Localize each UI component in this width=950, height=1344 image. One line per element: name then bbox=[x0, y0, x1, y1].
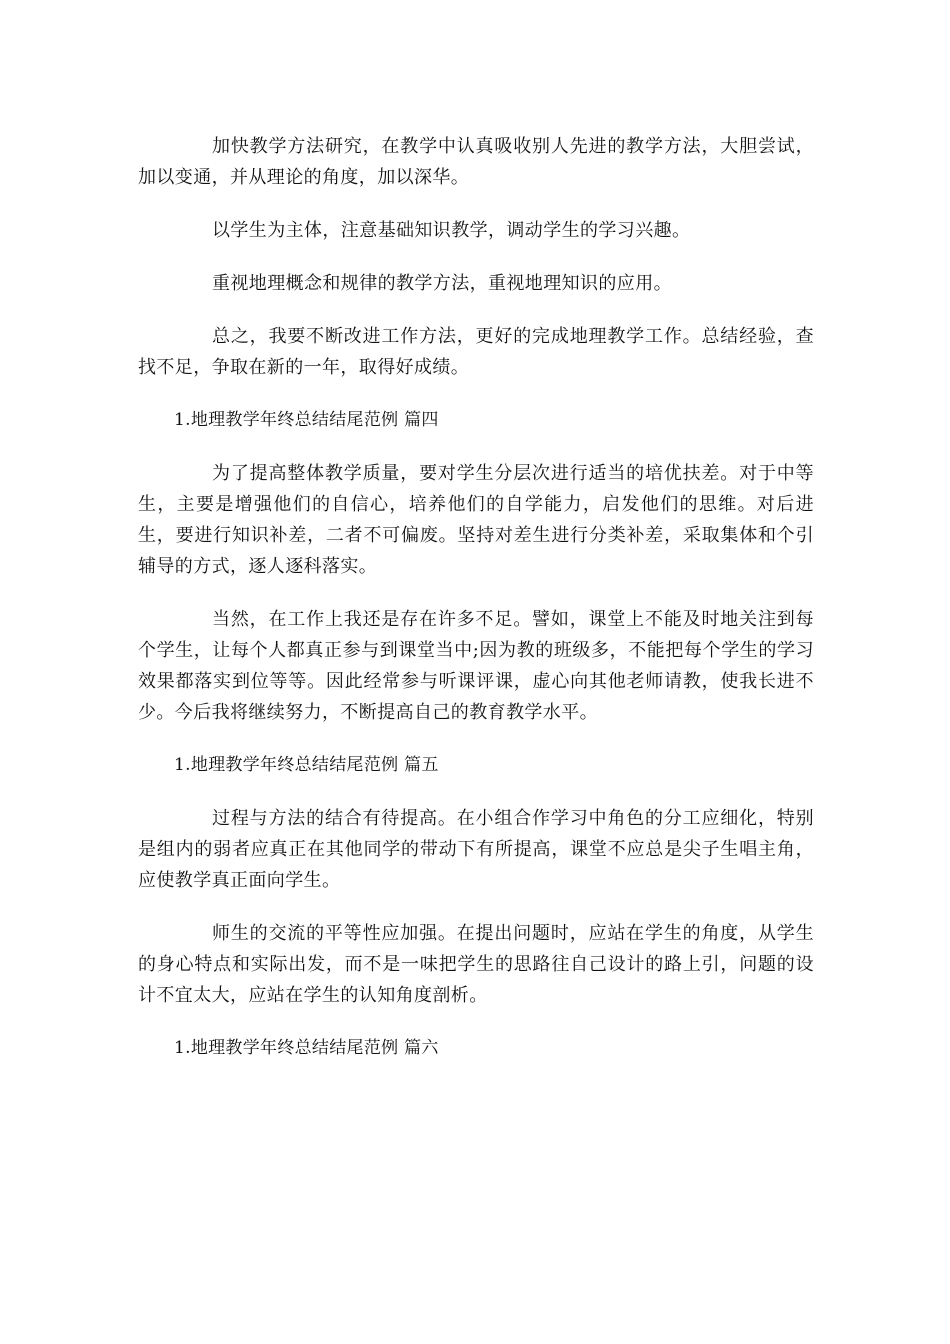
section-heading-6: 1.地理教学年终总结结尾范例 篇六 bbox=[174, 1038, 439, 1058]
paragraph-7: 过程与方法的结合有待提高。在小组合作学习中角色的分工应细化，特别是组内的弱者应真正在其他同学的带动下有所提高，课堂不应总是尖子生唱主角，应使教学真正面向学生。 bbox=[138, 808, 814, 891]
section-heading-4: 1.地理教学年终总结结尾范例 篇四 bbox=[174, 410, 439, 430]
section-heading-5: 1.地理教学年终总结结尾范例 篇五 bbox=[174, 755, 439, 775]
paragraph-1: 加快教学方法研究，在教学中认真吸收别人先进的教学方法，大胆尝试，加以变通，并从理论的角度，加以深华。 bbox=[138, 136, 814, 188]
paragraph-8: 师生的交流的平等性应加强。在提出问题时，应站在学生的角度，从学生的身心特点和实际出发，而不是一味把学生的思路往自己设计的路上引，问题的设计不宜太大，应站在学生的认知角度剖析。 bbox=[138, 923, 814, 1006]
document-page bbox=[138, 131, 814, 1086]
paragraph-3: 重视地理概念和规律的教学方法，重视地理知识的应用。 bbox=[212, 273, 672, 294]
paragraph-4: 总之，我要不断改进工作方法，更好的完成地理教学工作。总结经验，查找不足，争取在新的一年，取得好成绩。 bbox=[138, 326, 814, 378]
paragraph-5: 为了提高整体教学质量，要对学生分层次进行适当的培优扶差。对于中等生，主要是增强他们的自信心，培养他们的自学能力，启发他们的思维。对后进生，要进行知识补差，二者不可偏废。坚持对差生进行分类补差，采取集体和个引辅导的方式，逐人逐科落实。 bbox=[138, 463, 814, 577]
paragraph-2: 以学生为主体，注意基础知识教学，调动学生的学习兴趣。 bbox=[212, 220, 691, 241]
paragraph-6: 当然，在工作上我还是存在许多不足。譬如，课堂上不能及时地关注到每个学生，让每个人都真正参与到课堂当中;因为教的班级多，不能把每个学生的学习效果都落实到位等等。因此经常参与听课评课，虚心向其他老师请教，使我长进不少。今后我将继续努力，不断提高自己的教育教学水平。 bbox=[138, 609, 814, 723]
